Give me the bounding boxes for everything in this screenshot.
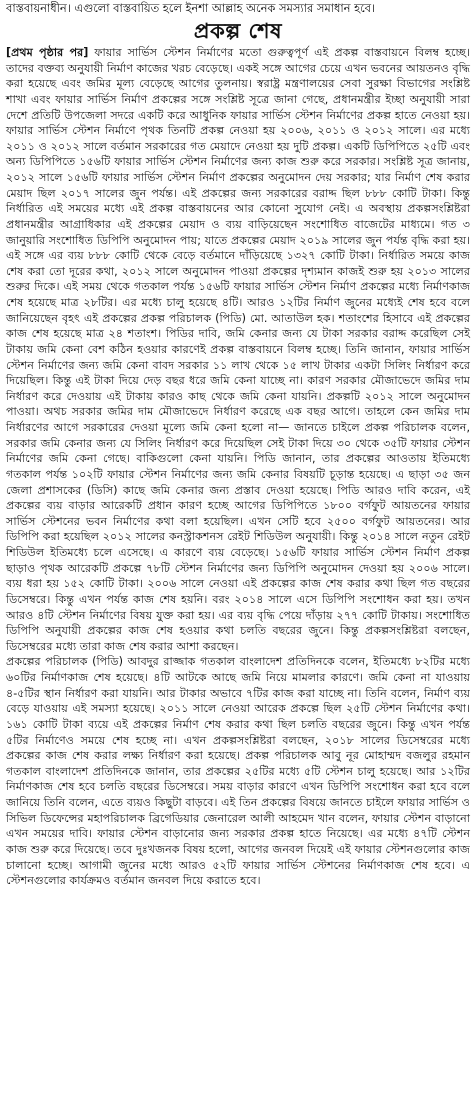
continuation-kicker: [প্রথম পৃষ্ঠার পর]: [6, 46, 89, 59]
paragraph-1-text: ফায়ার সার্ভিস স্টেশন নির্মাণের মতো গুরুত্বপূর্ণ এই প্রকল্প বাস্তবায়নে বিলম্ব হচ্ছে। তাদের বক্তব্য অনুযায়ী নির্মাণ কাজের খরচ বেড়েছে। একই সঙ্গে আগের চেয়ে এখন ভবনের আয়তনও বৃদ্ধি করা হয়েছে এবং জমির মূল্য বেড়েছে আগের তুলনায়। স্বরাষ্ট্র মন্ত্রণালয়ের সেবা সুরক্ষা বিভাগের সংশ্লিষ্ট শাখা এবং ফায়ার সার্ভিস নির্মাণ প্রকল্পের সঙ্গে সংশ্লিষ্ট সূত্রে জানা গেছে, প্রধানমন্ত্রীর ইচ্ছা অনুযায়ী সারা দেশে প্রতিটি উপজেলা সদরে একটি করে আধুনিক ফায়ার সার্ভিস স্টেশন নির্মাণের প্রকল্প হাতে নেওয়া হয়। ফায়ার সার্ভিস স্টেশন নির্মাণে পৃথক তিনটি প্রকল্প নেওয়া হয় ২০০৬, ২০১১ ও ২০১২ সালে। এর মধ্যে ২০১১ ও ২০১২ সালে বর্তমান সরকারের গত মেয়াদে নেওয়া হয় দুটি প্রকল্প। একটি ডিপিপিতে ২৫টি এবং অন্য ডিপিপিতে ১৫৬টি ফায়ার সার্ভিস স্টেশন নির্মাণের জন্য কাজ শুরু করে সরকার। সংশ্লিষ্ট সূত্র জানায়, ২০১২ সালে ১৫৬টি ফায়ার সার্ভিস স্টেশন নির্মাণ প্রকল্পের অনুমোদন দেয় সরকার; যার নির্মাণ শেষ করার মেয়াদ ছিল ২০১৭ সালের জুন পর্যন্ত। এই প্রকল্পের জন্য সরকারের বরাদ্দ ছিল ৮৮৮ কোটি টাকা। কিন্তু নির্ধারিত এই সময়ের মধ্যে এই প্রকল্প বাস্তবায়নের আর কোনো সুযোগ নেই। এ অবস্থায় প্রকল্পসংশ্লিষ্টরা প্রধানমন্ত্রীর আগ্রাধিকার এই প্রকল্পের মেয়াদ ও ব্যয় বাড়িয়েছেন সংশোধিত বাজেটের মাধ্যমে। গত ৩ জানুয়ারি সংশোধিত ডিপিপি অনুমোদন পায়; যাতে প্রকল্পের মেয়াদ ২০১৯ সালের জুন পর্যন্ত বৃদ্ধি করা হয়। এই সঙ্গে এর ব্যয় ৮৮৮ কোটি থেকে বেড়ে বর্তমানে দাঁড়িয়েছে ১৩২৭ কোটি টাকা। নির্ধারিত সময়ে কাজ শেষ করা তো দূরের কথা, ২০১২ সালে অনুমোদন পাওয়া প্রকল্পের দৃশ্যমান কাজই শুরু হয় ২০১৩ সালের শুরুর দিকে। এই সময় থেকে গতকাল পর্যন্ত ১৫৬টি ফায়ার সার্ভিস স্টেশন নির্মাণ প্রকল্পের মধ্যে নির্মাণকাজ শেষ হয়েছে মাত্র ২৮টির। এর মধ্যে চালু হয়েছে ৪টি। আরও ১২টির নির্মাণ জুনের মধ্যেই শেষ হবে বলে জানিয়েছেন বৃহৎ এই প্রকল্পের প্রকল্প পরিচালক (পিডি) মো. আতাউল হক। শতাংশের হিসাবে এই প্রকল্পের কাজ শেষ হয়েছে মাত্র ২৪ শতাংশ। পিডির দাবি, জমি কেনার জন্য যে টাকা সরকার বরাদ্দ করেছিল সেই টাকায় জমি কেনা বেশ কঠিন হওয়ার কারণেই প্রকল্প বাস্তবায়নে বিলম্ব হচ্ছে। তিনি জানান, ফায়ার সার্ভিস স্টেশন নির্মাণের জন্য জমি কেনা বাবদ সরকার ১১ লাখ থেকে ১৫ লাখ টাকার একটা সিলিং নির্ধারণ করে দিয়েছিল। কিন্তু এই টাকা দিয়ে দেড় বছর ধরে জমি কেনা যাচ্ছে না। কারণ সরকার মৌজাভেদে জমির দাম নির্ধারণ করে দেওয়ায় এই টাকায় কারও কাছ থেকে জমি কেনা যায়নি। প্রকল্পটি ২০১২ সালে অনুমোদন পাওয়া। অথচ সরকার জমির দাম মৌজাভেদে নির্ধারণ করেছে এক বছর আগে। তাহলে কেন জমির দাম নির্ধারণের আগে সরকারের দেওয়া মূল্যে জমি কেনা হলো না— জানতে চাইলে প্রকল্প পরিচালক বলেন, সরকার জমি কেনার জন্য যে সিলিং নির্ধারণ করে দিয়েছিল সেই টাকা দিয়ে ৩০ থেকে ৩৫টি ফায়ার স্টেশন নির্মাণের জমি কেনা গেছে। বাকিগুলো কেনা যায়নি। পিডি জানান, তার প্রকল্পের আওতায় ইতিমধ্যে গতকাল পর্যন্ত ১০২টি ফায়ার স্টেশন নির্মাণের জন্য জমি কেনার বিষয়টি চূড়ান্ত হয়েছে। এ ছাড়া ৩৫ জন জেলা প্রশাসকের (ডিসি) কাছে জমি কেনার জন্য প্রস্তাব দেওয়া হয়েছে। পিডি আরও দাবি করেন, এই প্রকল্পের ব্যয় বাড়ার আরেকটি প্রধান কারণ হচ্ছে আগের ডিপিপিতে ১৮০০ বর্গফুট আয়তনের ফায়ার সার্ভিস স্টেশনের ভবন নির্মাণের কথা বলা হয়েছিল। এখন সেটি হবে ২৫০০ বর্গফুট আয়তনের। আর ডিপিপি করা হয়েছিল ২০১২ সালের কনস্ট্রাকশনস রেইট শিডিউল অনুযায়ী। কিন্তু ২০১৪ সালে নতুন রেইট শিডিউল ইতিমধ্যে চলে এসেছে। এ কারণে ব্যয় বেড়েছে। ১৫৬টি ফায়ার সার্ভিস স্টেশন নির্মাণ প্রকল্প ছাড়াও পৃথক আরেকটি প্রকল্পে ৭৮টি স্টেশন নির্মাণের জন্য ডিপিপি অনুমোদন দেওয়া হয় ২০০৬ সালে। ব্যয় ধরা হয় ১৫২ কোটি টাকা। ২০০৬ সালে নেওয়া এই প্রকল্পের কাজ শেষ করার কথা ছিল গত বছরের ডিসেম্বরে। কিন্তু এখন পর্যন্ত কাজ শেষ হয়নি। বরং ২০১৪ সালে এসে ডিপিপি সংশোধন করা হয়। তখন আরও ৪টি স্টেশন নির্মাণের বিষয় যুক্ত করা হয়। এর ব্যয় বৃদ্ধি পেয়ে দাঁড়ায় ২৭৭ কোটি টাকায়। সংশোধিত ডিপিপি অনুযায়ী প্রকল্পের কাজ শেষ হওয়ার কথা চলতি বছরের জুনে। কিন্তু প্রকল্পসংশ্লিষ্টরা বলছেন, ডিসেম্বরের মধ্যে তারা কাজ শেষ করার আশা করছেন।: [6, 46, 470, 653]
article-headline: প্রকল্প শেষ: [193, 19, 283, 43]
article-body: [6, 45, 470, 889]
paragraph-2-text: প্রকল্পের পরিচালক (পিডি) আবদুর রাজ্জাক গতকাল বাংলাদেশ প্রতিদিনকে বলেন, ইতিমধ্যে ৮২টির মধ্যে ৬০টির নির্মাণকাজ শেষ হয়েছে। ৪টি আটকে আছে জমি নিয়ে মামলার কারণে। জমি কেনা না যাওয়ায় ৪-৫টির স্থান নির্ধারণ করা যায়নি। আর টাকার অভাবে ৭টির কাজ করা যাচ্ছে না। তিনি বলেন, নির্মাণ ব্যয় বেড়ে যাওয়ায় এই সমস্যা হয়েছে। ২০১১ সালে নেওয়া আরেক প্রকল্পে ছিল ২৫টি স্টেশন নির্মাণের কথা। ১৬১ কোটি টাকা ব্যয়ে এই প্রকল্পের নির্মাণ শেষ করার কথা ছিল চলতি বছরের জুনে। কিন্তু এখন পর্যন্ত ৫টির নির্মাণেও সময়ে শেষ হচ্ছে না। এখন প্রকল্পসংশ্লিষ্টরা বলছেন, ২০১৮ সালের ডিসেম্বরের মধ্যে প্রকল্পের কাজ শেষ করার লক্ষ্য নির্ধারণ করা হয়েছে। প্রকল্প পরিচালক আবু নূর মোহাম্মদ বজলুর রহমান গতকাল বাংলাদেশ প্রতিদিনকে জানান, তার প্রকল্পের ২৫টির মধ্যে ৫টি স্টেশন চালু হয়েছে। আর ১২টির নির্মাণকাজ শেষ হবে চলতি বছরের ডিসেম্বরে। সময় বাড়ার কারণে এখন ডিপিপি সংশোধন করা হবে বলে জানিয়ে তিনি বলেন, এতে ব্যয়ও কিছুটা বাড়বে। এই তিন প্রকল্পের বিষয়ে জানতে চাইলে ফায়ার সার্ভিস ও সিভিল ডিফেন্সের মহাপরিচালক ব্রিগেডিয়ার জেনারেল আলী আহমেদ খান বলেন, ফায়ার স্টেশন বাড়ানো এখন সময়ের দাবি। ফায়ার স্টেশন বাড়ানোর জন্য সরকার প্রকল্প হাতে নিয়েছে। এর মধ্যে ৪৭টি স্টেশন কাজ শুরু করে দিয়েছে। তবে দুঃখজনক বিষয় হলো, আগের জনবল দিয়েই এই ফায়ার স্টেশনগুলোর কাজ চালানো হচ্ছে। আগামী জুনের মধ্যে আরও ৫২টি ফায়ার সার্ভিস স্টেশনের নির্মাণকাজ শেষ হবে। এ স্টেশনগুলোর কার্যক্রমও বর্তমান জনবল দিয়ে করাতে হবে।: [6, 655, 470, 888]
article-paragraph: [6, 654, 470, 888]
previous-article-tail: বাস্তবায়নাধীন। এগুলো বাস্তবায়িত হলে ইনশা আল্লাহ অনেক সমস্যার সমাধান হবে।: [6, 1, 376, 15]
article-paragraph: [6, 45, 470, 654]
